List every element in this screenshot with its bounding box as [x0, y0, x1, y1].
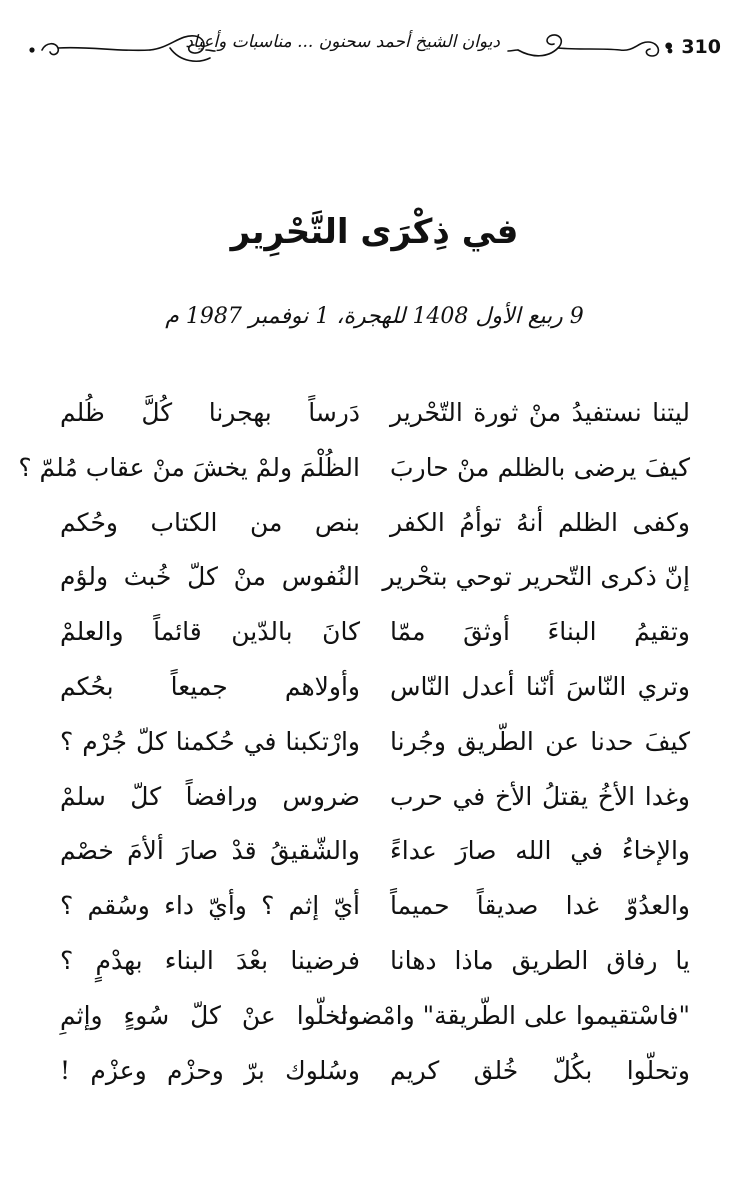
- verse-first-hemistich: يا رفاق الطريق ماذا دهانا: [390, 945, 690, 975]
- verse-line: [60, 940, 690, 995]
- verse-first-hemistich: وتقيمُ البناءَ أوثقَ ممّا: [390, 617, 690, 647]
- verse-first-hemistich: كيفَ حدنا عن الطّريق وجُرنا: [390, 726, 690, 756]
- verse-first-hemistich: وتحلّوا بكُلّ خُلق كريم: [390, 1055, 690, 1085]
- verse-line: [60, 611, 690, 666]
- verse-line: [60, 830, 690, 885]
- verse-second-hemistich: فرضينا بعْدَ البناء بهدْمٍ ؟: [60, 945, 360, 975]
- running-title: ديوان الشيخ أحمد سحنون ... مناسبات وأعياد: [185, 32, 500, 52]
- verse-line: [60, 1050, 690, 1105]
- verse-second-hemistich: وأولاهم جميعاً بحُكم: [60, 671, 360, 701]
- verse-line: [60, 556, 690, 611]
- verse-line: [60, 721, 690, 776]
- verse-first-hemistich: "فاسْتقيموا على الطّريقة" وامْضوا: [340, 1000, 690, 1030]
- poem-verses: [18, 392, 690, 1104]
- poem-title: في ذِكْرَى التَّحْرِير: [230, 212, 519, 252]
- verse-second-hemistich: بنص من الكتاب وحُكم: [60, 507, 360, 537]
- running-header: [20, 24, 729, 70]
- verse-second-hemistich: أيّ إثم ؟ وأيّ داء وسُقم ؟: [60, 891, 360, 921]
- verse-line: [60, 885, 690, 940]
- verse-line: [60, 995, 690, 1050]
- verse-first-hemistich: كيفَ يرضى بالظلم منْ حاربَ: [390, 452, 690, 482]
- verse-second-hemistich: وتخلّوا عنْ كلّ سُوءٍ وإثمِ: [60, 1000, 360, 1030]
- verse-second-hemistich: كانَ بالدّين قائماً والعلمْ: [60, 617, 360, 647]
- verse-second-hemistich: دَرساً بهجرنا كُلَّ ظُلم: [60, 398, 360, 427]
- verse-first-hemistich: والعدُوّ غدا صديقاً حميماً: [390, 891, 690, 921]
- verse-line: [60, 502, 690, 557]
- verse-second-hemistich: وسُلوك برّ وحزْم وعزْم !: [60, 1055, 360, 1085]
- verse-line: [60, 392, 690, 447]
- verse-second-hemistich: الظُلْمَ ولمْ يخشَ منْ عقاب مُلمّ ؟: [18, 452, 360, 482]
- verse-second-hemistich: وارْتكبنا في حُكمنا كلّ جُرْم ؟: [60, 726, 360, 756]
- verse-second-hemistich: ضروس ورافضاً كلّ سلمْ: [60, 781, 360, 811]
- verse-second-hemistich: النُفوس منْ كلّ خُبث ولؤم: [60, 562, 360, 592]
- poem-date: 9 ربيع الأول 1408 للهجرة، 1 نوفمبر 1987 م: [165, 304, 584, 329]
- page-number: • 310: [662, 36, 721, 58]
- verse-line: [18, 447, 690, 502]
- verse-first-hemistich: وغدا الأخُ يقتلُ الأخ في حرب: [390, 781, 690, 811]
- verse-first-hemistich: وتري النّاسَ أنّنا أعدل النّاس: [390, 671, 690, 701]
- verse-first-hemistich: ليتنا نستفيدُ منْ ثورة التّحْرير: [390, 398, 690, 427]
- verse-first-hemistich: والإخاءُ في الله صارَ عداءً: [390, 836, 690, 866]
- verse-first-hemistich: إنّ ذكرى التّحرير توحي بتحْرير: [382, 562, 690, 592]
- verse-line: [60, 666, 690, 721]
- verse-second-hemistich: والشّقيقُ قدْ صارَ ألأمَ خصْم: [60, 836, 360, 866]
- verse-first-hemistich: وكفى الظلم أنهُ توأمُ الكفر: [390, 507, 690, 537]
- verse-line: [60, 776, 690, 831]
